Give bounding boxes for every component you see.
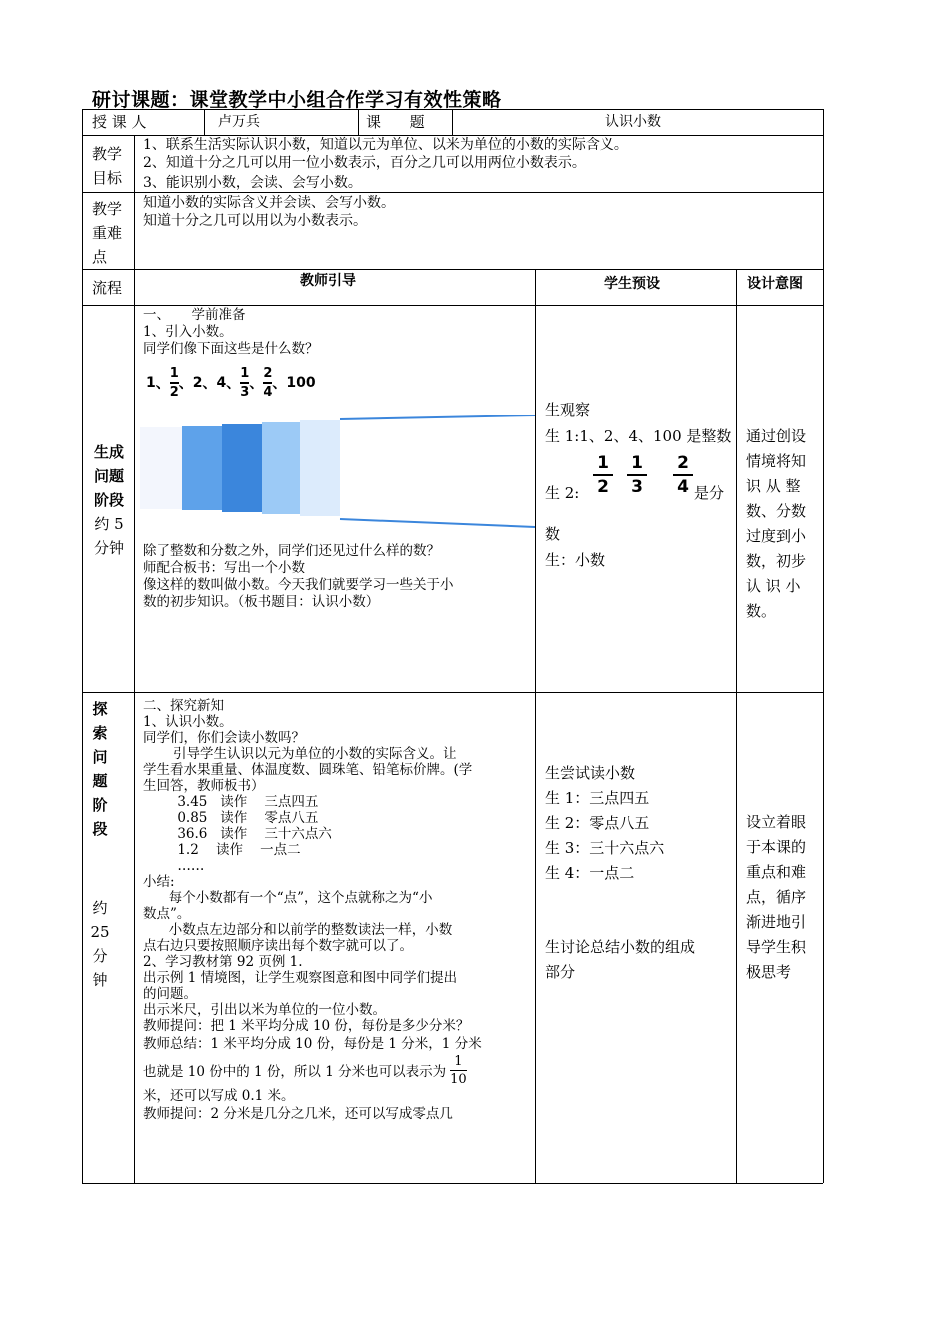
keypoint-item: 知道小数的实际含义并会读、会写小数。 [143, 195, 395, 211]
stage2-student: 生尝试读小数 生 1：三点四五 生 2：零点八五 生 3：三十六点六 生 4：一点二 [545, 764, 665, 882]
stage1-student-line: 生 2: [545, 484, 580, 502]
rule [452, 109, 453, 135]
goal-item: 3、能识别小数，会读、会写小数。 [143, 175, 362, 191]
stage1-student-line: 生观察 [545, 401, 591, 419]
stage1-name: 生成 问题 阶段 约 5 分钟 [93, 443, 124, 557]
col-student: 学生预设 [604, 276, 660, 292]
student-fractions: $\frac{1}{2}$ $\frac{1}{3}$ $\frac{2}{4}$ [593, 453, 693, 497]
teacher-name: 卢万兵 [218, 114, 260, 130]
stage2-intent: 设立着眼 于本课的 重点和难 点，循序 渐进地引 导学生积 极思考 [746, 813, 807, 981]
rule [82, 109, 83, 1183]
rule [82, 305, 823, 306]
rule [82, 192, 823, 193]
stage1-teacher-line: 1、引入小数。 [143, 324, 233, 340]
rule [535, 269, 536, 1183]
keypoints-label: 教学 重难 点 [92, 200, 123, 266]
rule [82, 135, 823, 136]
rule [82, 692, 823, 693]
goal-item: 2、知道十分之几可以用一位小数表示，百分之几可以用两位小数表示。 [143, 155, 586, 171]
stage1-teacher-line: 数的初步知识。（板书题目：认识小数） [143, 594, 380, 610]
topic-label: 课 题 [366, 113, 425, 131]
topic-value: 认识小数 [605, 114, 661, 130]
col-intent: 设计意图 [747, 276, 803, 292]
goals-label: 教学 目标 [92, 145, 123, 187]
goal-item: 1、联系生活实际认识小数，知道以元为单位、以米为单位的小数的实际含义。 [143, 137, 628, 153]
number-examples: 1 、 $\frac{1}{2}$ 、 2 、 4 、 $\frac{1}{3}$ 、 $\frac{2}{4}$ 、 100 [146, 366, 316, 400]
rule [204, 109, 205, 135]
stage1-student-line: 生：小数 [545, 551, 606, 569]
col-flow: 流程 [92, 279, 123, 297]
rule [82, 1183, 823, 1184]
rule [736, 269, 737, 1183]
stage2-teacher: 二、探究新知 1、认识小数。 同学们，你们会读小数吗？ 引导学生认识以元为单位的小数的实际含义。让 学生看水果重量、体温度数、圆珠笔、铅笔标价牌。(学 生回答，教师板书） 3.45 读作 三点四五 0.85 读作 零点八五 36.6 读作 三十六点六 1.2 读作 一点二 …… 小结: 每个小数都有一个“点”，这个点就称之为“小 数点”。 小数点左边部分和以前学的整数读法一样，小数 点右边只要按照顺序读出每个数字就可以了。 2、学习教材第 92 页例 1. 出示例 1 情境图，让学生观察图意和图中同学们提出 的问题。 出示米尺，引出以米为单位的一位小数。 教师提问：把 1 米平均分成 10 份，每份是多少分米？ 教师总结：1 米平均分成 10 份，每份是 1 分米，1 分米 也就是 10 份中的 1 份，所以 1 分米也可以表示为 $\frac{1}{10}$ 米，还可以写成 0.1 米。 教师提问：2 分米是几分之几米，还可以写成零点几 [143, 698, 482, 1122]
stage1-intent: 通过创设 情境将知 识 从 整 数、分数 过度到小 数，初步 认 识 小 数。 [746, 427, 807, 620]
stage1-teacher-line: 一、 学前准备 [143, 307, 246, 323]
stage1-student-line: 是分 [694, 484, 725, 502]
stage1-student-line: 数 [545, 525, 561, 543]
teacher-label: 授 课 人 [92, 113, 147, 131]
rule [823, 109, 824, 1183]
stage1-teacher-line: 师配合板书：写出一个小数 [143, 560, 305, 576]
decorative-banner [140, 415, 535, 530]
stage2-time: 约 25 分 钟 [90, 899, 110, 989]
stage1-teacher-line: 像这样的数叫做小数。今天我们就要学习一些关于小 [143, 577, 454, 593]
page-title: 研讨课题：课堂教学中小组合作学习有效性策略 [92, 89, 502, 111]
rule [82, 269, 823, 270]
stage2-name: 探 索 问 题 阶 段 [92, 700, 108, 838]
keypoint-item: 知道十分之几可以用以为小数表示。 [143, 213, 367, 229]
stage1-teacher-line: 除了整数和分数之外，同学们还见过什么样的数？ [143, 543, 440, 559]
rule [358, 109, 359, 135]
stage1-teacher-line: 同学们像下面这些是什么数？ [143, 341, 319, 357]
col-teacher-guide: 教师引导 [300, 273, 356, 289]
stage1-student-line: 生 1:1、2、4、100 是整数 [545, 427, 732, 445]
rule [134, 135, 135, 1183]
stage2-student-summary: 生讨论总结小数的组成 部分 [545, 938, 696, 981]
